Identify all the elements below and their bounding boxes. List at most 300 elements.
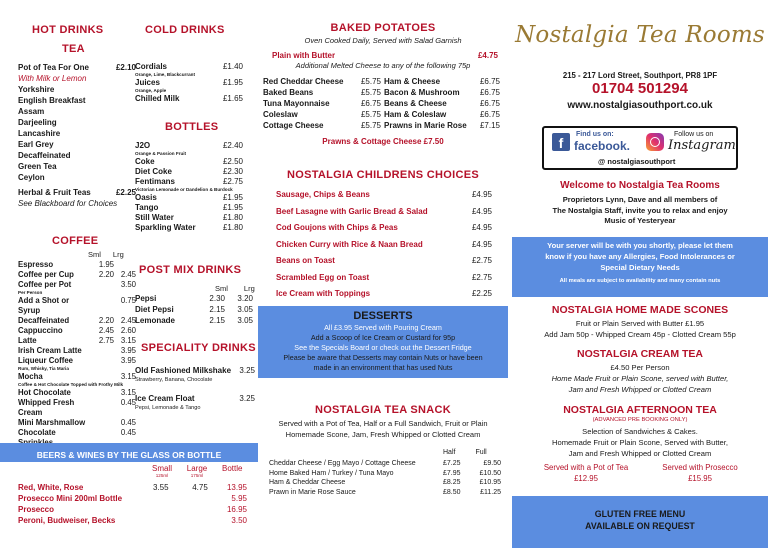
snack-desc-1: Served with a Pot of Tea, Half or a Full Sandwich, Fruit or Plain	[278, 419, 488, 428]
coffee-lrg-header: Lrg	[112, 250, 124, 259]
children-row	[276, 220, 492, 237]
bottle-label: Oasis	[135, 193, 157, 202]
speciality-note: Pepsi, Lemonade & Tango	[135, 405, 201, 411]
snack-label: Ham & Cheddar Cheese	[269, 479, 346, 486]
coffee-sml-price	[92, 398, 114, 418]
post-mix-lrg-price: 3.05	[237, 316, 253, 325]
welcome-line-2: The Nostalgia Staff, invite you to relax and enjoy	[552, 205, 728, 215]
welcome-line-1: Proprietors Lynn, Dave and all members of	[562, 195, 718, 204]
coffee-label: Hot Chocolate	[18, 388, 71, 397]
coffee-lrg-price: 0.75	[120, 296, 136, 305]
children-price: £4.95	[471, 239, 492, 249]
pot-of-tea-row	[18, 62, 136, 73]
children-label: Beans on Toast	[276, 256, 335, 265]
coffee-lrg-price: 2.45	[120, 316, 136, 325]
coffee-sml-price: 1.95	[98, 260, 114, 269]
coffee-note: Coffee & Hot Chocolate Topped with Frothy Milk	[18, 382, 124, 387]
coffee-label: Mini Marshmallow	[18, 418, 86, 427]
instagram-wordmark[interactable]: Instagram	[668, 138, 736, 153]
follow-us-label: Follow us on	[674, 131, 714, 138]
server-box	[512, 237, 768, 297]
coffee-row	[18, 326, 136, 336]
coffee-label: Irish Cream Latte	[18, 346, 82, 355]
afternoon-title: NOSTALGIA AFTERNOON TEA	[563, 404, 717, 416]
bottle-row	[135, 203, 243, 213]
welcome-title: Welcome to Nostalgia Tea Rooms	[560, 180, 720, 191]
plain-potato-label: Plain with Butter	[272, 51, 336, 60]
snack-half-price: £8.50	[443, 488, 461, 496]
afternoon-opt1-label: Served with a Pot of Tea	[543, 463, 629, 472]
speciality-price: 3.25	[239, 366, 255, 375]
see-blackboard-text: See Blackboard for Choices	[18, 199, 118, 208]
with-milk-note	[18, 73, 136, 84]
tea-list	[18, 62, 136, 209]
snack-full-price: £11.25	[480, 488, 501, 496]
potato-price: £6.75	[479, 88, 500, 97]
scones-title: NOSTALGIA HOME MADE SCONES	[551, 304, 729, 316]
cold-drink-row	[135, 62, 243, 72]
afternoon-option-tea	[526, 462, 646, 484]
pot-of-tea-price: £2.10	[115, 63, 136, 72]
bottle-row	[135, 177, 243, 187]
coffee-lrg-price: 3.95	[120, 356, 136, 365]
children-price: £4.95	[471, 223, 492, 232]
find-us-label: Find us on:	[576, 131, 614, 138]
coffee-lrg-price: 2.45	[120, 270, 136, 279]
children-label: Chicken Curry with Rice & Naan Bread	[276, 239, 423, 249]
post-mix-row	[135, 304, 253, 315]
coffee-sml-price	[92, 372, 114, 382]
snack-row	[269, 459, 501, 469]
potato-price: £5.75	[360, 121, 381, 130]
beer-label: Prosecco Mini 200ml Bottle	[18, 494, 123, 503]
bottle-label: Tango	[135, 203, 159, 212]
snack-label: Home Baked Ham / Turkey / Tuna Mayo	[269, 469, 394, 477]
scones-line-1: Fruit or Plain Served with Butter £1.95	[575, 319, 705, 328]
afternoon-text	[512, 426, 768, 459]
afternoon-line-2: Homemade Fruit or Plain Scone, Served with Butter,	[551, 438, 728, 447]
tea-title: TEA	[62, 43, 85, 55]
tea-item: Assam	[18, 107, 45, 116]
bottle-row	[135, 141, 243, 151]
coffee-row	[18, 388, 136, 398]
welcome-text	[512, 195, 768, 227]
post-mix-sml-price: 2.30	[209, 294, 225, 303]
beer-small-price	[153, 515, 181, 526]
pot-of-tea-label: Pot of Tea For One	[18, 63, 89, 72]
children-label: Cod Goujons with Chips & Peas	[276, 223, 398, 232]
children-list	[276, 187, 492, 303]
children-row	[276, 204, 492, 221]
social-box	[542, 126, 738, 170]
herbal-price: £2.25	[115, 188, 136, 197]
beers-list	[18, 482, 250, 526]
tea-item: Darjeeling	[18, 118, 57, 127]
bottle-label: Coke	[135, 157, 155, 166]
snack-title: NOSTALGIA TEA SNACK	[314, 404, 452, 416]
tea-item: Yorkshire	[18, 85, 55, 94]
potato-price: £6.75	[479, 99, 500, 108]
prawns-cottage: Prawns & Cottage Cheese £7.50	[322, 137, 444, 146]
desserts-line-2: Add a Scoop of Ice Cream or Custard for 95p	[310, 333, 456, 342]
bottle-price: £2.75	[222, 177, 243, 186]
desserts-line-4: Please be aware that Desserts may contain Nuts or have been	[283, 353, 483, 362]
snack-desc	[258, 418, 508, 440]
coffee-sml-price: 2.75	[98, 336, 114, 345]
snack-full-header: Full	[475, 449, 487, 456]
coffee-lrg-price: 3.95	[120, 346, 136, 355]
bottle-row	[135, 213, 243, 223]
beer-bottle-price: 5.95	[231, 494, 247, 503]
afternoon-line-3: Jam and Fresh Whipped or Clotted Cream	[568, 449, 712, 458]
coffee-label: Decaffeinated	[18, 316, 70, 325]
scones-line-2: Add Jam 50p - Whipped Cream 45p - Clotted Cream 55p	[544, 330, 736, 339]
post-mix-label: Diet Pepsi	[135, 305, 174, 314]
potato-row	[263, 120, 381, 131]
speciality-label: Old Fashioned Milkshake	[135, 366, 232, 375]
snack-desc-2: Homemade Scone, Jam, Fresh Whipped or Clotted Cream	[285, 430, 481, 439]
coffee-row	[18, 346, 136, 356]
coffee-row	[18, 336, 136, 346]
tea-item: Green Tea	[18, 162, 57, 171]
afternoon-option-prosecco	[644, 462, 756, 484]
children-title: NOSTALGIA CHILDRENS CHOICES	[286, 169, 480, 181]
potato-label: Coleslaw	[263, 110, 298, 119]
bottle-note: Orange & Passion Fruit	[135, 151, 187, 156]
cold-drink-label: Chilled Milk	[135, 94, 180, 103]
snack-full-price: £10.50	[479, 469, 501, 477]
snack-headers	[443, 449, 487, 456]
coffee-row	[18, 316, 136, 326]
post-mix-lrg-header: Lrg	[243, 284, 255, 293]
bottles-title: BOTTLES	[165, 121, 219, 133]
gluten-line-2: AVAILABLE ON REQUEST	[585, 521, 695, 531]
coffee-label: Coffee per Cup	[18, 270, 74, 279]
potato-label: Ham & Coleslaw	[384, 110, 447, 119]
bottle-price: £1.95	[222, 203, 243, 212]
coffee-label: Coffee per Pot	[18, 280, 72, 289]
cream-tea-text	[512, 362, 768, 395]
potato-label: Ham & Cheese	[384, 77, 441, 86]
desserts-line-1: All £3.95 Served with Pouring Cream	[324, 323, 442, 332]
coffee-label: Cappuccino	[18, 326, 63, 335]
bottle-row	[135, 157, 243, 167]
beer-row	[18, 482, 250, 493]
coffee-sml-price	[92, 418, 114, 428]
bottle-row	[135, 223, 243, 233]
bottle-price: £2.40	[222, 141, 243, 150]
post-mix-sml-header: Sml	[215, 284, 228, 293]
coffee-size-headers	[88, 250, 124, 259]
coffee-row	[18, 270, 136, 280]
coffee-row	[18, 260, 136, 270]
beer-small-header	[150, 464, 174, 479]
coffee-lrg-price: 0.45	[120, 418, 136, 427]
coffee-label: Liqueur Coffee	[18, 356, 74, 365]
beer-small-label: Small	[151, 464, 172, 473]
welcome-line-3: Music of Yesteryear	[604, 216, 676, 225]
coffee-sml-price: 2.20	[98, 270, 114, 279]
desserts-line-3: See the Specials Board or check out the Dessert Fridge	[294, 343, 472, 352]
coffee-sml-price	[92, 388, 114, 398]
coffee-sml-price	[92, 296, 114, 316]
instagram-handle: @ nostalgiasouthport	[598, 157, 676, 166]
cold-drink-price: £1.40	[222, 62, 243, 71]
server-line-4: All meals are subject to availability and many contain nuts	[559, 278, 721, 284]
post-mix-label: Pepsi	[135, 294, 157, 303]
cold-drink-note: Orange, Apple	[135, 88, 167, 93]
bottle-price: £2.30	[222, 167, 243, 176]
additional-cheese: Additional Melted Cheese to any of the following 75p	[295, 61, 471, 70]
beer-bottle-price: 13.95	[226, 483, 247, 492]
beers-box	[0, 443, 258, 548]
snack-full-price: £9.50	[483, 460, 501, 467]
snack-full-price: £10.95	[479, 479, 501, 486]
scones-text	[512, 318, 768, 340]
coffee-row	[18, 372, 136, 382]
bottle-price: £1.95	[222, 193, 243, 202]
tea-item: Decaffeinated	[18, 151, 71, 160]
beer-small-price	[153, 504, 181, 515]
afternoon-opt1-price: £12.95	[574, 474, 598, 483]
beer-large-sub: 175ml	[190, 473, 204, 478]
post-mix-size-headers	[215, 284, 255, 293]
afternoon-opt2-label: Served with Prosecco	[662, 463, 738, 472]
coffee-label: Latte	[18, 336, 37, 345]
beer-small-price: 3.55	[153, 483, 169, 492]
beer-bottle-price: 3.50	[231, 516, 247, 525]
facebook-icon[interactable]: f	[552, 133, 570, 151]
children-row	[276, 270, 492, 287]
beer-bottle-price: 16.95	[226, 505, 247, 514]
children-row	[276, 253, 492, 270]
gluten-box	[512, 496, 768, 548]
coffee-label: Chocolate	[18, 428, 56, 437]
cold-drinks-title: COLD DRINKS	[145, 24, 225, 36]
cold-drink-note: Orange, Lime, Blackcurrant	[135, 72, 195, 77]
herbal-label: Herbal & Fruit Teas	[18, 188, 91, 197]
tea-items	[18, 84, 136, 183]
coffee-lrg-price: 0.45	[120, 428, 136, 437]
potato-row	[384, 98, 500, 109]
cream-tea-line-1: £4.50 Per Person	[610, 363, 670, 372]
cream-tea-line-3: Jam and Fresh Whipped or Clotted Cream	[568, 385, 712, 394]
potato-label: Beans & Cheese	[384, 99, 447, 108]
potato-price: £6.75	[479, 77, 500, 86]
beers-table	[0, 462, 258, 548]
potato-price: £6.75	[479, 110, 500, 119]
potato-label: Red Cheddar Cheese	[263, 77, 344, 86]
coffee-note: Per Person	[18, 290, 43, 295]
potato-price: £5.75	[360, 77, 381, 86]
post-mix-sml-price: 2.15	[209, 316, 225, 325]
coffee-label: Add a Shot or Syrup	[18, 296, 70, 315]
tea-item: Lancashire	[18, 129, 61, 138]
coffee-sml-price	[92, 346, 114, 356]
beer-large-price	[181, 515, 219, 526]
post-mix-row	[135, 315, 253, 326]
children-label: Sausage, Chips & Beans	[276, 190, 370, 199]
cold-drink-price: £1.95	[222, 78, 243, 87]
potatoes-left-list	[263, 76, 381, 131]
instagram-icon[interactable]	[646, 133, 664, 151]
bottle-label: Diet Coke	[135, 167, 172, 176]
afternoon-sub: (ADVANCED PRE BOOKING ONLY)	[592, 417, 688, 423]
children-label: Ice Cream with Toppings	[276, 289, 371, 298]
desserts-box	[258, 306, 508, 378]
beer-label: Prosecco	[18, 505, 55, 514]
snack-row	[269, 488, 501, 498]
coffee-sml-price	[92, 280, 114, 290]
bottles-list	[135, 141, 243, 233]
potato-price: £7.15	[479, 121, 500, 130]
speciality-note: Strawberry, Banana, Chocolate	[135, 377, 213, 383]
afternoon-line-1: Selection of Sandwiches & Cakes.	[582, 427, 698, 436]
potato-label: Prawns in Marie Rose	[384, 121, 467, 130]
potatoes-title: BAKED POTATOES	[330, 22, 436, 34]
speciality-list	[135, 366, 255, 412]
beer-label: Red, White, Rose	[18, 483, 84, 492]
bottle-price: £1.80	[222, 223, 243, 232]
beer-large-price: 4.75	[192, 483, 208, 492]
potato-label: Bacon & Mushroom	[384, 88, 460, 97]
post-mix-lrg-price: 3.05	[237, 305, 253, 314]
post-mix-title: POST MIX DRINKS	[139, 264, 242, 276]
facebook-wordmark[interactable]: facebook.	[574, 139, 631, 153]
potato-row	[263, 109, 381, 120]
coffee-lrg-price: 0.45	[120, 398, 136, 407]
coffee-row	[18, 398, 136, 418]
speciality-title: SPECIALITY DRINKS	[141, 342, 256, 354]
brand-logo: Nostalgia Tea Rooms	[515, 22, 765, 48]
children-label: Scrambled Egg on Toast	[276, 272, 370, 282]
tea-item: Ceylon	[18, 173, 45, 182]
coffee-label: Espresso	[18, 260, 54, 269]
coffee-row	[18, 296, 136, 316]
snack-row	[269, 469, 501, 479]
cold-drinks-list	[135, 62, 243, 104]
herbal-row	[18, 187, 136, 198]
beers-title: BEERS & WINES BY THE GLASS OR BOTTLE	[36, 450, 222, 460]
children-price: £4.95	[471, 190, 492, 199]
cream-tea-title: NOSTALGIA CREAM TEA	[577, 348, 703, 360]
bottle-row	[135, 167, 243, 177]
bottle-note: Victorian Lemonade or Dandelion & Burdock	[135, 187, 233, 192]
potatoes-subtitle: Oven Cooked Daily, Served with Salad Garnish	[304, 36, 462, 45]
potato-row	[384, 87, 500, 98]
coffee-lrg-price: 3.50	[120, 280, 136, 289]
website-link[interactable]: www.nostalgiasouthport.co.uk	[567, 100, 713, 111]
cold-drink-row	[135, 78, 243, 88]
plain-potato-row	[272, 50, 498, 61]
server-line-2: know if you have any Allergies, Food Intolerances or	[545, 252, 735, 261]
beer-large-price	[181, 504, 219, 515]
children-row	[276, 187, 492, 204]
coffee-row	[18, 356, 136, 366]
coffee-list	[18, 260, 136, 448]
bottle-label: Sparkling Water	[135, 223, 196, 232]
desserts-line-5: made in an environment that has used Nuts	[313, 363, 453, 372]
beer-large-price	[181, 493, 219, 504]
plain-potato-price: £4.75	[477, 51, 498, 60]
coffee-lrg-price	[114, 260, 136, 270]
potato-row	[263, 98, 381, 109]
address: 215 - 217 Lord Street, Southport, PR8 1PF	[562, 71, 718, 80]
potato-label: Cottage Cheese	[263, 121, 324, 130]
coffee-row	[18, 280, 136, 290]
coffee-note: Rum, Whisky, Tia Maria	[18, 366, 69, 371]
bottle-label: J2O	[135, 141, 151, 150]
snack-half-header: Half	[443, 449, 456, 456]
potato-price: £5.75	[360, 110, 381, 119]
potato-row	[384, 76, 500, 87]
bottle-label: Still Water	[135, 213, 174, 222]
coffee-row	[18, 418, 136, 428]
cold-drink-price: £1.65	[222, 94, 243, 103]
beer-large-header	[185, 464, 209, 479]
children-price: £2.25	[471, 289, 492, 298]
snack-half-price: £8.25	[443, 479, 461, 486]
children-price: £4.95	[471, 206, 492, 216]
server-line-1: Your server will be with you shortly, please let them	[547, 241, 733, 250]
cold-drink-row	[135, 94, 243, 104]
children-price: £2.75	[471, 256, 492, 265]
beer-label: Peroni, Budweiser, Becks	[18, 516, 116, 525]
bottle-label: Fentimans	[135, 177, 176, 186]
potato-price: £6.75	[360, 99, 381, 108]
coffee-sml-price	[92, 356, 114, 366]
with-milk-text: With Milk or Lemon	[18, 74, 87, 83]
coffee-lrg-price: 3.15	[120, 336, 136, 345]
children-label: Beef Lasagne with Garlic Bread & Salad	[276, 206, 428, 216]
bottle-row	[135, 193, 243, 203]
snack-list	[269, 459, 501, 497]
coffee-lrg-price: 3.15	[120, 388, 136, 397]
speciality-row	[135, 394, 255, 404]
cold-drink-label: Cordials	[135, 62, 168, 71]
beer-small-price	[153, 493, 181, 504]
potato-row	[263, 76, 381, 87]
beer-bottle-header: Bottle	[222, 464, 243, 473]
coffee-label: Whipped Fresh Cream	[18, 398, 75, 417]
phone: 01704 501294	[592, 80, 688, 97]
coffee-sml-price: 2.45	[98, 326, 114, 335]
speciality-label: Ice Cream Float	[135, 394, 195, 403]
speciality-row	[135, 366, 255, 376]
coffee-title: COFFEE	[52, 235, 99, 247]
snack-half-price: £7.25	[443, 460, 461, 467]
server-line-3: Special Dietary Needs	[600, 263, 680, 272]
tea-item: Earl Grey	[18, 140, 54, 149]
potato-label: Tuna Mayonnaise	[263, 99, 330, 108]
hot-drinks-title: HOT DRINKS	[32, 24, 104, 36]
snack-row	[269, 478, 501, 488]
snack-half-price: £7.95	[443, 469, 461, 477]
potato-label: Baked Beans	[263, 88, 314, 97]
bottle-price: £1.80	[222, 213, 243, 222]
potato-row	[384, 120, 500, 131]
potatoes-right-list	[384, 76, 500, 131]
coffee-sml-header: Sml	[88, 250, 101, 259]
coffee-sml-price: 2.20	[98, 316, 114, 325]
post-mix-list	[135, 293, 253, 326]
bottle-price: £2.50	[222, 157, 243, 166]
post-mix-sml-price: 2.15	[209, 305, 225, 314]
afternoon-opt2-price: £15.95	[688, 474, 712, 483]
children-row	[276, 237, 492, 254]
coffee-label: Mocha	[18, 372, 43, 381]
tea-item: English Breakfast	[18, 96, 86, 105]
